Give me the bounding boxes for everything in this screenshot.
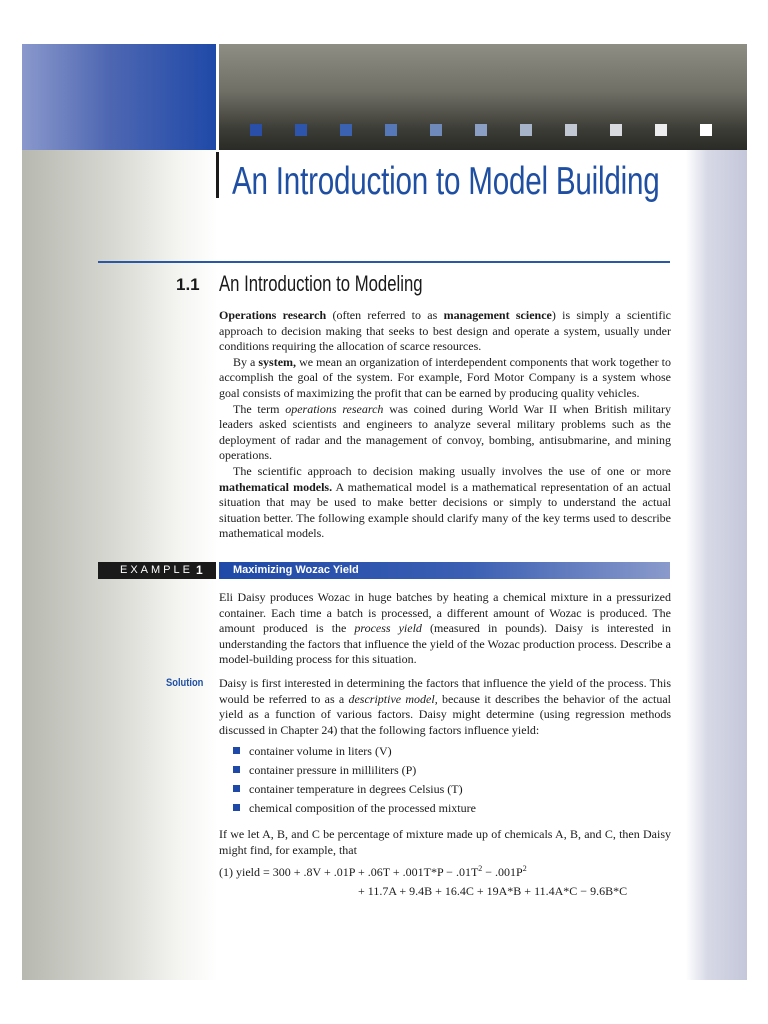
term-system: system, [258, 354, 297, 369]
intro-paragraph-2: By a system, we mean an organization of interdependent components that work together to accomplish the goal of the system. For example, Ford Motor Company is a system whose goal consists of maximizing the profit that can be earned by producing quality vehicles. [219, 354, 671, 400]
header-square [295, 124, 307, 136]
solution-text [219, 676, 671, 738]
intro-paragraph-3: The term operations research was coined during World War II when British military leaders asked scientists and engineers to analyze several military problems such as the deployment of radar and the management of convoy, bombing, antisubmarine, and mining operations. [219, 401, 671, 463]
solution-label: Solution [166, 677, 204, 689]
term-operations-research: Operations research [219, 308, 327, 322]
header-square [520, 124, 532, 136]
example-paragraph: Eli Daisy produces Wozac in huge batches by heating a chemical mixture in a pressurized container. Each time a batch is processed, a different amount of Wozac is produced. The amount produced is the process yield (measured in pounds). Daisy is interested in understanding the factors that influence the yield of the Wozac production process. Describe a model-building process for this situation. [219, 590, 671, 667]
list-item: chemical composition of the processed mixture [233, 801, 476, 820]
example-title: Maximizing Wozac Yield [233, 564, 359, 576]
equation-line-2: + 11.7A + 9.4B + 16.4C + 19A*B + 11.4A*C − 9.6B*C [358, 884, 628, 898]
term-management-science: management science [443, 308, 552, 322]
header-square [565, 124, 577, 136]
intro-paragraph-1: Operations research (often referred to as management science) is simply a scientific approach to decision making that seeks to best design and operate a system, usually under conditions requiring the allocation of scarce resources. [219, 308, 671, 354]
header-square [430, 124, 442, 136]
header-square [340, 124, 352, 136]
bullet-square-icon [233, 766, 240, 773]
section-rule [98, 261, 670, 263]
equation-line-1: (1) yield = $300 + .8V + .01P + .06T + .001T*P - .01T^2 - .001P^2$ [219, 864, 527, 879]
term-mathematical-models: mathematical models. [219, 479, 333, 494]
header-square [655, 124, 667, 136]
bullet-square-icon [233, 785, 240, 792]
term-process-yield: process yield [354, 621, 422, 636]
list-item: container temperature in degrees Celsius (T) [233, 782, 476, 801]
term-operations-research-italic: operations research [285, 401, 384, 416]
section-title: An Introduction to Modeling [219, 271, 423, 296]
solution-paragraph: Daisy is first interested in determining the factors that influence the yield of the process. This would be referred to as a descriptive model, because it describes the behavior of the actual yield as a function of various factors. Daisy might determine (using regression methods discussed in Chapter 24) that the following factors influence yield: [219, 676, 671, 737]
list-item: container pressure in milliliters (P) [233, 763, 476, 782]
solution-paragraph-2: If we let A, B, and C be percentage of mixture made up of chemicals A, B, and C, then Daisy might find, for example, that [219, 827, 671, 857]
header-square [385, 124, 397, 136]
header-square [250, 124, 262, 136]
header-square [475, 124, 487, 136]
term-descriptive-model: descriptive model, [348, 691, 438, 706]
right-margin-band [686, 150, 747, 980]
title-bar-accent [216, 152, 219, 198]
bullet-square-icon [233, 804, 240, 811]
example-text [219, 590, 671, 668]
chapter-title: An Introduction to Model Building [232, 160, 660, 203]
factor-list [233, 744, 476, 820]
section-number: 1.1 [176, 275, 200, 294]
header-divider [216, 44, 219, 150]
list-item: container volume in liters (V) [233, 744, 476, 763]
solution-text-2 [219, 827, 671, 858]
intro-text [219, 308, 671, 542]
example-label: EXAMPLE [120, 564, 193, 576]
bullet-square-icon [233, 747, 240, 754]
header-blue-panel [22, 44, 216, 150]
intro-paragraph-4: The scientific approach to decision making usually involves the use of one or more mathematical models. A mathematical model is a mathematical representation of an actual situation that may be used to make better decisions or simply to understand the actual situation better. The following example should clarify many of the key terms used to describe mathematical models. [219, 463, 672, 541]
example-number: 1 [196, 563, 203, 577]
header-square [700, 124, 712, 136]
header-square [610, 124, 622, 136]
